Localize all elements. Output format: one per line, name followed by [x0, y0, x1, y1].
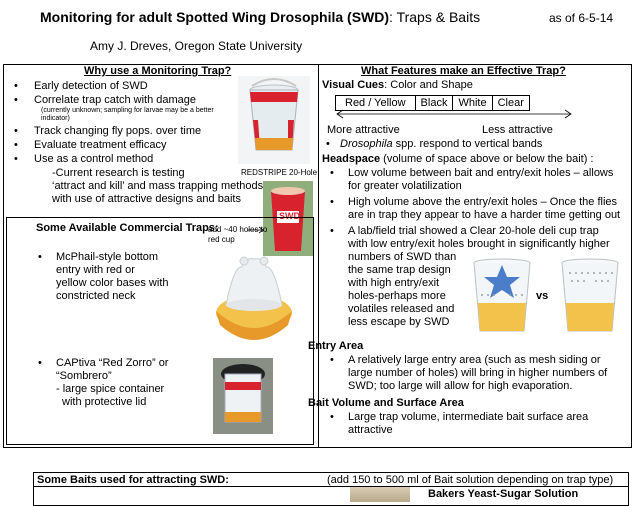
- commercial-item-1-l3: yellow color bases with: [56, 277, 169, 289]
- headspace-list: • Low volume between bait and entry/exit holes – allows for greater volatilization • High volume above the entry/exit holes – Once the flies are in trap they appear to have a harder time getting out • A lab/field trial showed a Clear 20-hole deli cup trap with low entry/exit holes brought in significantly higher numbers of SWD than the same trap design with high entry/exit holes-perhaps more volatiles released and less escape by SWD: [330, 167, 630, 329]
- title-bold: Monitoring for adult Spotted Wing Drosophila (SWD): [40, 9, 390, 25]
- commercial-item-1: • McPhail-style bottom entry with red or yellow color bases with constricted neck: [38, 251, 198, 303]
- why-item-5: Use as a control method: [34, 153, 154, 165]
- commercial-heading: Some Available Commercial Traps:: [36, 222, 219, 234]
- why-item-1: Early detection of SWD: [34, 80, 148, 92]
- baits-header-divider: [33, 486, 629, 487]
- why-item-5-sub1: -Current research is testing: [52, 167, 185, 179]
- author: Amy J. Dreves, Oregon State University: [90, 39, 303, 53]
- why-list: • Early detection of SWD • Correlate trap catch with damage (currently unknown; sampling for larvae may be a better indicator) • Track changing fly pops. over time • Evaluate treatment efficacy • Use as a control method -Current research is testing ‘attract and kill’ and mass trapping methods with use of attractive designs and baits: [14, 80, 264, 205]
- title-rest: : Traps & Baits: [389, 9, 481, 25]
- red-cup-label: SWD: [279, 211, 300, 221]
- headspace-item-2-l1: High volume above the entry/exit holes – Once the flies: [348, 196, 618, 208]
- more-attractive-label: More attractive: [327, 124, 400, 136]
- commercial-item-1-l2: entry with red or: [56, 264, 135, 276]
- mcphail-trap-image: [204, 255, 304, 345]
- why-item-5-sub2: ‘attract and kill’ and mass trapping methods: [52, 180, 264, 192]
- headspace-item-3-l3: numbers of SWD than: [348, 251, 457, 263]
- entry-area-label: Entry Area: [308, 340, 364, 352]
- entry-list: • A relatively large entry area (such as mesh siding or large number of holes) will bring in higher numbers of SWD; too large will allow for high evaporation.: [330, 354, 630, 393]
- visual-cues-rest: : Color and Shape: [384, 79, 473, 91]
- commercial-item-2-l4: with protective lid: [62, 396, 147, 408]
- entry-item-1-l2: large number of holes) will bring in higher numbers of: [348, 367, 608, 379]
- cue-black: Black: [415, 95, 454, 111]
- commercial-item-2-l1: CAPtiva “Red Zorro” or: [56, 357, 169, 369]
- headspace-item-1-l2: for greater volatilization: [348, 180, 462, 192]
- date-label: as of 6-5-14: [549, 11, 614, 25]
- cue-red-yellow: Red / Yellow: [335, 95, 416, 111]
- attractiveness-arrow: [333, 109, 583, 121]
- headspace-label: Headspace: [322, 153, 381, 165]
- baits-photo: [350, 487, 410, 502]
- commercial-item-1-l1: McPhail-style bottom: [56, 251, 159, 263]
- cue-white: White: [452, 95, 492, 111]
- why-item-2-note: (currently unknown; sampling for larvae may be a better indicator): [41, 107, 214, 122]
- why-item-3: Track changing fly pops. over time: [34, 125, 202, 137]
- why-heading: Why use a Monitoring Trap?: [84, 65, 232, 77]
- commercial-item-2: • CAPtiva “Red Zorro” or “Sombrero” - large spice container with protective lid: [38, 357, 198, 409]
- bait-volume-item-1-l2: attractive: [348, 424, 393, 436]
- less-attractive-label: Less attractive: [482, 124, 553, 136]
- headspace-item-1-l1: Low volume between bait and entry/exit holes – allows: [348, 167, 614, 179]
- entry-item-1-l1: A relatively large entry area (such as mesh siding or: [348, 354, 601, 366]
- headspace-item-3-l5: with high entry/exit: [348, 277, 440, 289]
- headspace-item-3-l8: less escape by SWD: [348, 316, 450, 328]
- commercial-item-2-l2: “Sombrero”: [56, 370, 112, 382]
- headspace-item-3-l6: holes-perhaps more: [348, 290, 446, 302]
- bait-volume-label: Bait Volume and Surface Area: [308, 397, 464, 409]
- commercial-item-1-l4: constricted neck: [56, 290, 136, 302]
- baits-note: (add 150 to 500 ml of Bait solution depending on trap type): [327, 474, 614, 486]
- annotation-arrow: [248, 224, 268, 234]
- headspace-item-3-l4: the same trap design: [348, 264, 451, 276]
- baits-first-item: Bakers Yeast-Sugar Solution: [428, 488, 579, 500]
- headspace-item-2-l2: are in trap they appear to have a harder time getting out: [348, 209, 621, 221]
- headspace-rest: (volume of space above or below the bait) :: [380, 153, 594, 165]
- headspace-item-3-l1: A lab/field trial showed a Clear 20-hole deli cup trap: [348, 225, 599, 237]
- cue-clear: Clear: [492, 95, 530, 111]
- visual-cues-label: Visual Cues: [322, 79, 385, 91]
- headspace-item-3-l2: with low entry/exit holes brought in significantly higher: [348, 238, 610, 250]
- entry-item-1-l3: SWD; too large will allow for high evaporation.: [348, 380, 573, 392]
- page-title: [40, 9, 480, 25]
- drosophila-rest: spp. respond to vertical bands: [392, 138, 543, 150]
- why-item-2: Correlate trap catch with damage: [34, 94, 197, 106]
- vs-label: vs: [536, 290, 549, 302]
- bait-volume-item-1-l1: Large trap volume, intermediate bait surface area: [348, 411, 589, 423]
- visual-cues-line: [322, 79, 473, 91]
- redstripe-caption: REDSTRIPE 20-Hole: [241, 168, 318, 177]
- why-item-4: Evaluate treatment efficacy: [34, 139, 167, 151]
- drosophila-bullet: • Drosophila spp. respond to vertical bands: [326, 138, 543, 150]
- features-heading: What Features make an Effective Trap?: [361, 65, 566, 77]
- redstripe-trap-photo: [238, 76, 310, 164]
- drosophila-genus: Drosophila: [340, 138, 393, 150]
- bait-volume-list: • Large trap volume, intermediate bait surface area attractive: [330, 411, 630, 437]
- commercial-item-2-l3: - large spice container: [56, 383, 165, 395]
- captiva-trap-image: [213, 358, 273, 434]
- baits-heading: Some Baits used for attracting SWD:: [37, 474, 229, 486]
- commercial-annotation: add ~40 holes to red cup: [208, 225, 268, 244]
- why-item-5-sub3: with use of attractive designs and baits: [52, 193, 241, 205]
- column-divider: [318, 64, 319, 448]
- redstripe-trap-drawing: [238, 76, 310, 164]
- headspace-item-3-l7: volatiles released and: [348, 303, 455, 315]
- headspace-line: [322, 153, 594, 165]
